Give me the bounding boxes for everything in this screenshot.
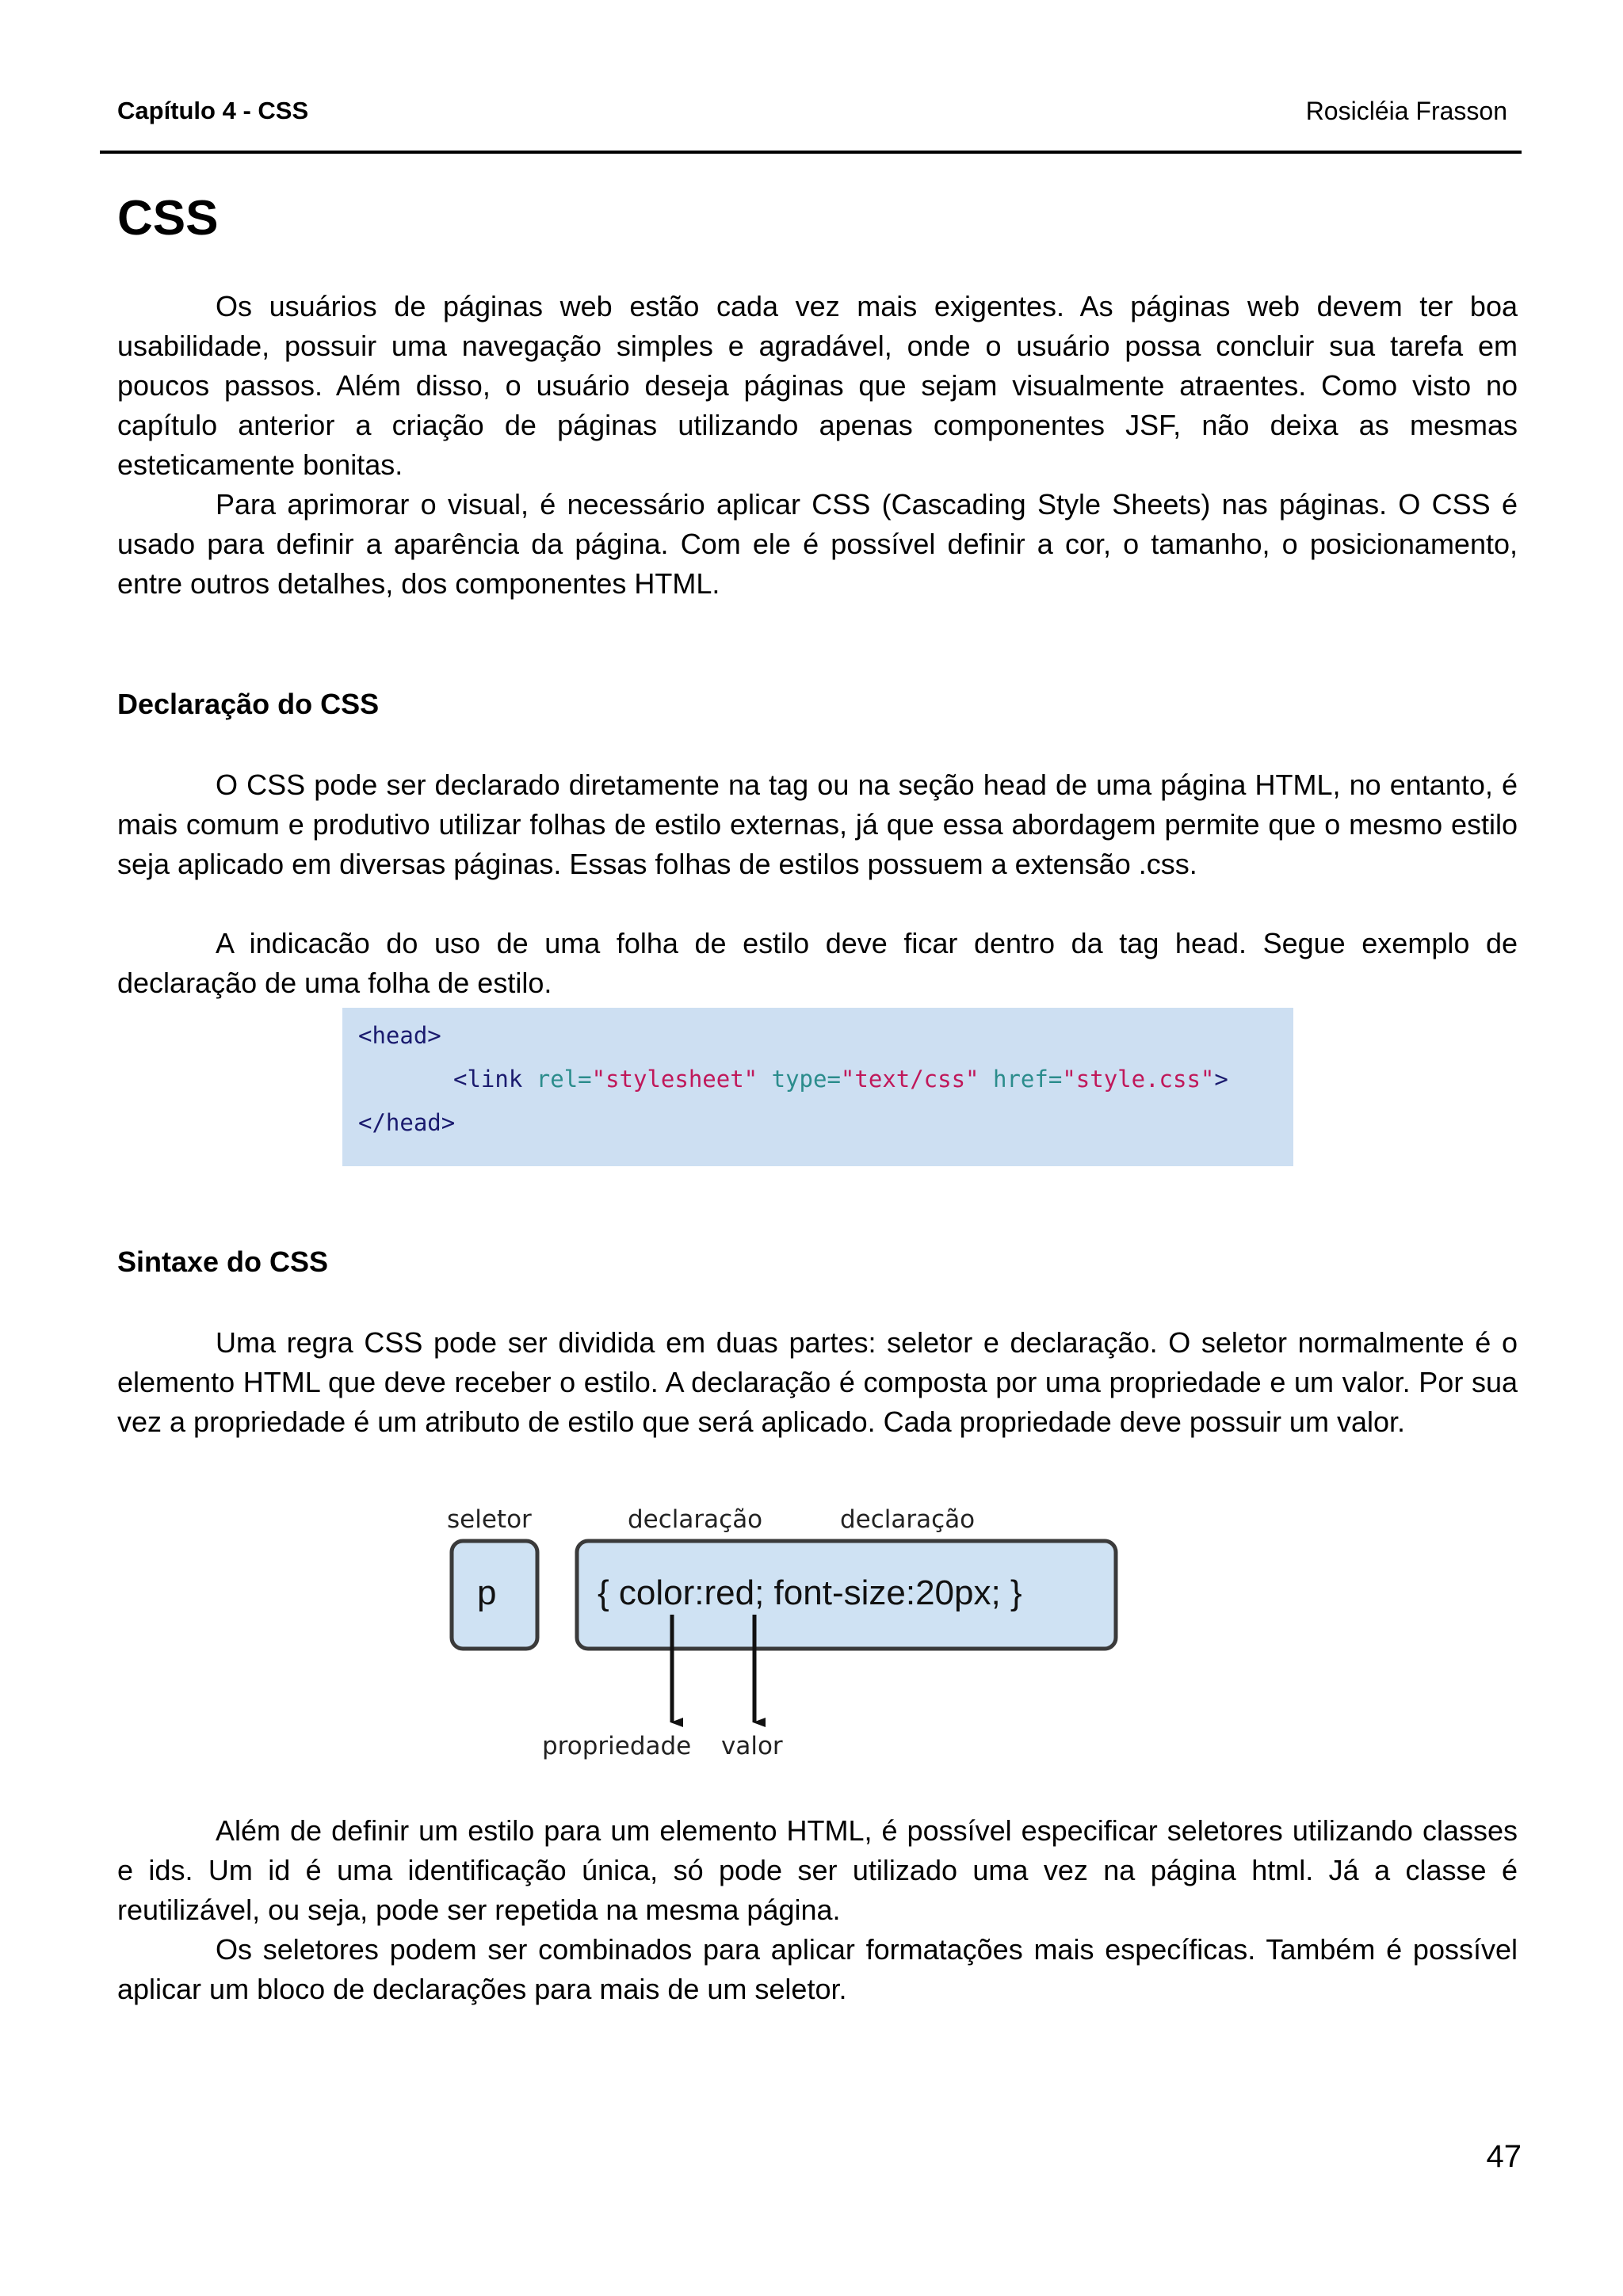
label-declaracao-2: declaração: [840, 1505, 976, 1534]
code-type-value: "text/css": [840, 1066, 980, 1093]
section-heading-declaracao: Declaração do CSS: [117, 688, 380, 720]
code-head-close-tag: </head>: [358, 1109, 456, 1136]
page-number: 47: [1486, 2139, 1522, 2174]
closing-paragraph-1: Além de definir um estilo para um elemento HTML, é possível especificar seletores utilizando classes e ids. Um id é uma identificação única, só pode ser utilizado uma vez na página html. Já a classe é reutilizável, ou seja, pode ser repetida na mesma página.: [117, 1814, 1518, 1926]
code-rel-value: "stylesheet": [591, 1066, 758, 1093]
chapter-title: Capítulo 4 - CSS: [117, 97, 309, 124]
css-rule-diagram: [428, 1497, 1141, 1767]
code-href-value: "style.css": [1062, 1066, 1215, 1093]
author-name: Rosicléia Frasson: [1305, 97, 1507, 125]
code-link-tag: <link: [453, 1066, 523, 1093]
code-line-head-open: [358, 1022, 441, 1049]
code-href-attr: href=: [993, 1066, 1063, 1093]
declaracao-paragraph-1: O CSS pode ser declarado diretamente na tag ou na seção head de uma página HTML, no entanto, é mais comum e produtivo utilizar folhas de estilo externas, já que essa abordagem permite que o mesmo estilo seja aplicado em diversas páginas. Essas folhas de estilos possuem a extensão .css.: [117, 769, 1518, 880]
code-line-link: [453, 1066, 1228, 1093]
intro-paragraph-1: Os usuários de páginas web estão cada vez mais exigentes. As páginas web devem ter boa usabilidade, possuir uma navegação simples e agradável, onde o usuário possa concluir sua tarefa em poucos passos. Além disso, o usuário deseja páginas que sejam visualmente atraentes. Como visto no capítulo anterior a criação de páginas utilizando apenas componentes JSF, não deixa as mesmas esteticamente bonitas.: [117, 290, 1518, 481]
code-link-close: >: [1214, 1066, 1228, 1093]
label-valor: valor: [721, 1732, 783, 1760]
code-line-head-close: [358, 1109, 455, 1136]
code-rel-attr: rel=: [536, 1066, 592, 1093]
section-heading-sintaxe: Sintaxe do CSS: [117, 1245, 329, 1278]
selector-value: p: [477, 1573, 497, 1612]
diagram-graphic: [428, 1497, 1141, 1767]
declaracao-paragraph-2: A indicacão do uso de uma folha de estilo deve ficar dentro da tag head. Segue exemplo de declaração de uma folha de estilo.: [117, 927, 1518, 999]
label-propriedade: propriedade: [542, 1732, 692, 1760]
declaration-value: { color:red; font-size:20px; }: [598, 1573, 1022, 1612]
sintaxe-paragraph-1: Uma regra CSS pode ser dividida em duas partes: seletor e declaração. O seletor normalmente é o elemento HTML que deve receber o estilo. A declaração é composta por uma propriedade e um valor. Por sua vez a propriedade é um atributo de estilo que será aplicado. Cada propriedade deve possuir um valor.: [117, 1326, 1518, 1438]
code-type-attr: type=: [771, 1066, 841, 1093]
intro-paragraph-2: Para aprimorar o visual, é necessário aplicar CSS (Cascading Style Sheets) nas páginas. O CSS é usado para definir a aparência da página. Com ele é possível definir a cor, o tamanho, o posicionamento, entre outros detalhes, dos componentes HTML.: [117, 488, 1518, 600]
header-divider: [100, 151, 1522, 154]
code-head-open-tag: <head>: [358, 1022, 441, 1049]
label-seletor: seletor: [447, 1505, 532, 1534]
code-example: [342, 1008, 1293, 1166]
label-declaracao-1: declaração: [628, 1505, 763, 1534]
page-title: CSS: [117, 191, 219, 246]
closing-paragraph-2: Os seletores podem ser combinados para aplicar formatações mais específicas. Também é possível aplicar um bloco de declarações para mais de um seletor.: [117, 1933, 1518, 2005]
